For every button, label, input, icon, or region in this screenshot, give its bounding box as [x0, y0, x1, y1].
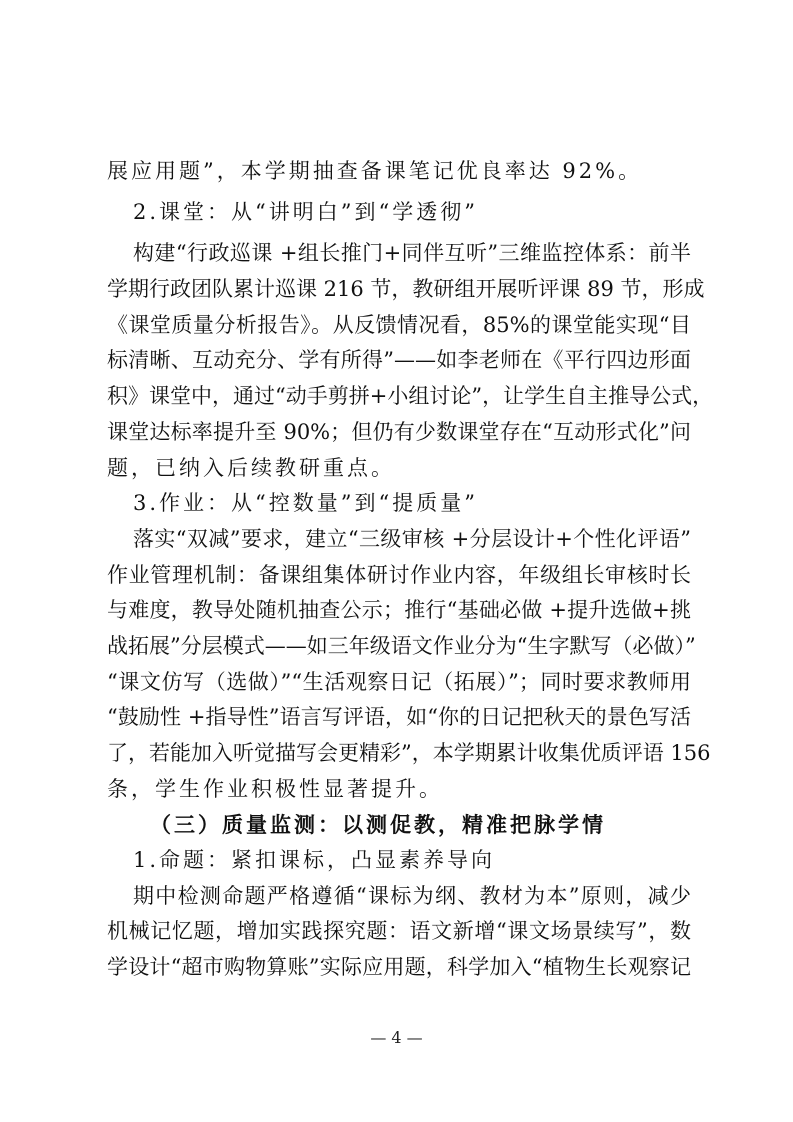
text-line: 机械记忆题，增加实践探究题：语文新增“课文场景续写”，数 [107, 919, 691, 944]
text-line: 《课堂质量分析报告》。从反馈情况看，85%的课堂能实现“目 [107, 312, 691, 337]
text-line: 作业管理机制：备课组集体研讨作业内容，年级组长审核时长 [107, 562, 691, 587]
text-line: 题，已纳入后续教研重点。 [107, 455, 395, 480]
text-line: 标清晰、互动充分、学有所得”——如李老师在《平行四边形面 [107, 348, 691, 373]
text-line: “鼓励性 +指导性”语言写评语，如“你的日记把秋天的景色写活 [107, 705, 691, 730]
subsection-heading: 2.课堂：从“讲明白”到“学透彻” [133, 199, 478, 224]
text-line: 期中检测命题严格遵循“课标为纲、教材为本”原则，减少 [133, 883, 691, 908]
text-line: 积》课堂中，通过“动手剪拼+小组讨论”，让学生自主推导公式， [107, 384, 714, 409]
text-line: “课文仿写（选做）”“生活观察日记（拓展）”；同时要求教师用 [107, 669, 691, 694]
subsection-heading: 1.命题：紧扣课标，凸显素养导向 [133, 848, 496, 873]
text-line: 构建“行政巡课 +组长推门+同伴互听”三维监控体系：前半 [133, 241, 691, 266]
text-line: 与难度，教导处随机抽查公示；推行“基础必做 +提升选做+挑 [107, 598, 691, 623]
page-number: — 4 — [370, 1028, 423, 1047]
text-line: 学设计“超市购物算账”实际应用题，科学加入“植物生长观察记 [107, 955, 691, 980]
text-line: 条，学生作业积极性显著提升。 [107, 776, 443, 801]
text-line: 学期行政团队累计巡课 216 节，教研组开展听评课 89 节，形成 [107, 277, 705, 302]
text-line: 了，若能加入听觉描写会更精彩”，本学期累计收集优质评语 156 [107, 741, 711, 765]
text-line: 展应用题”，本学期抽查备课笔记优良率达 92%。 [107, 159, 643, 183]
text-line: 战拓展”分层模式——如三年级语文作业分为“生字默写（必做）” [107, 633, 696, 658]
subsection-heading: 3.作业：从“控数量”到“提质量” [133, 491, 478, 516]
text-line: 落实“双减”要求，建立“三级审核 +分层设计+个性化评语” [133, 526, 691, 551]
text-line: 课堂达标率提升至 90%；但仍有少数课堂存在“互动形式化”问 [107, 419, 691, 444]
document-body [107, 154, 714, 986]
section-heading: （三）质量监测：以测促教，精准把脉学情 [150, 812, 606, 838]
